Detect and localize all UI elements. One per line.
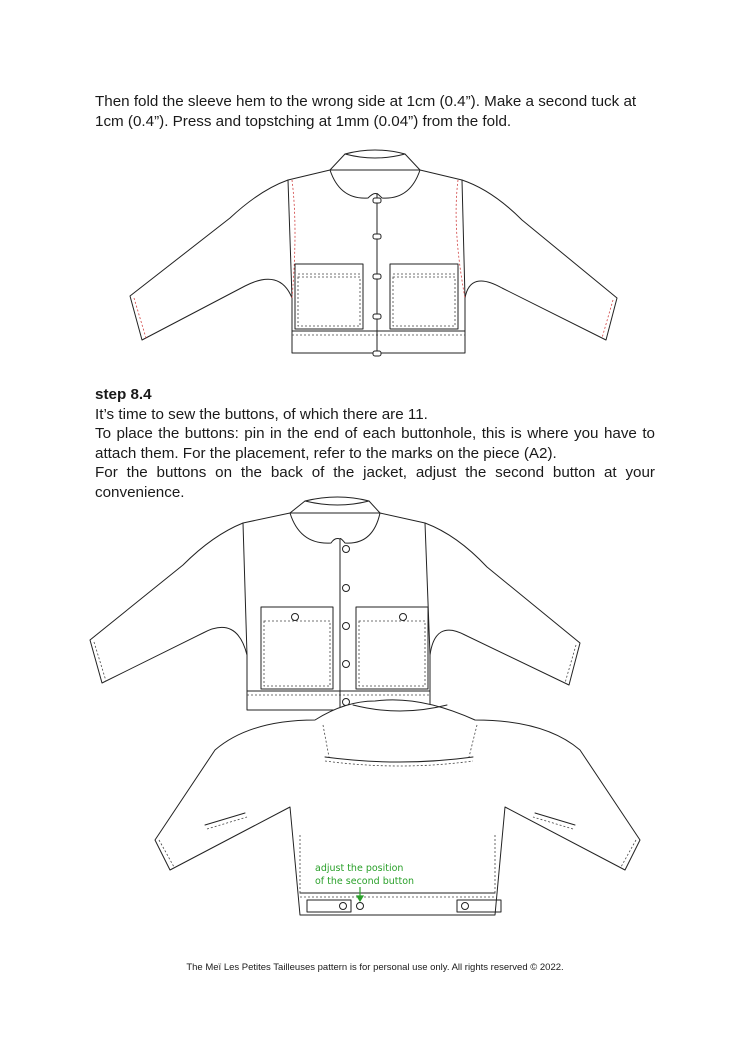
step-8-4-block: [95, 385, 655, 502]
left-sleeve-outline: [130, 180, 292, 340]
right-sleeve-outline: [462, 180, 617, 340]
front-right-sleeve: [425, 523, 580, 685]
intro-paragraph: Then fold the sleeve hem to the wrong side at 1cm (0.4”). Make a second tuck at 1cm (0.4”). Press and topstching at 1mm (0.04”) from the fold.: [95, 93, 637, 130]
front-collar: [290, 497, 380, 543]
step-text-line: It’s time to sew the buttons, of which there are 11.: [95, 405, 428, 423]
collar-outline: [330, 150, 420, 198]
step-heading: step 8.4: [95, 386, 152, 403]
back-button-third: [462, 903, 469, 910]
front-left-sleeve: [90, 523, 247, 683]
front-right-pocket: [356, 607, 428, 689]
left-pocket: [295, 264, 363, 329]
step-text-line: For the buttons on the back of the jacket, adjust the second button at your convenience.: [95, 464, 655, 501]
jacket-front-view: [90, 497, 580, 710]
jacket-buttons-illustration: [85, 495, 665, 930]
copyright-footer: The Meï Les Petites Tailleuses pattern is for personal use only. All rights reserved © 2022.: [186, 962, 564, 973]
front-buttons: [343, 546, 350, 706]
annotation-line-1: adjust the position: [315, 863, 404, 874]
right-pocket: [390, 264, 458, 329]
back-button-first: [340, 903, 347, 910]
step-text-line: To place the buttons: pin in the end of each buttonhole, this is where you have to attach them. For the placement, refer to the marks on the piece (A2).: [95, 425, 655, 462]
jacket-front-sleeve-hem-illustration: [120, 148, 630, 373]
annotation-line-2: of the second button: [315, 876, 415, 887]
back-button-second: [357, 903, 364, 910]
